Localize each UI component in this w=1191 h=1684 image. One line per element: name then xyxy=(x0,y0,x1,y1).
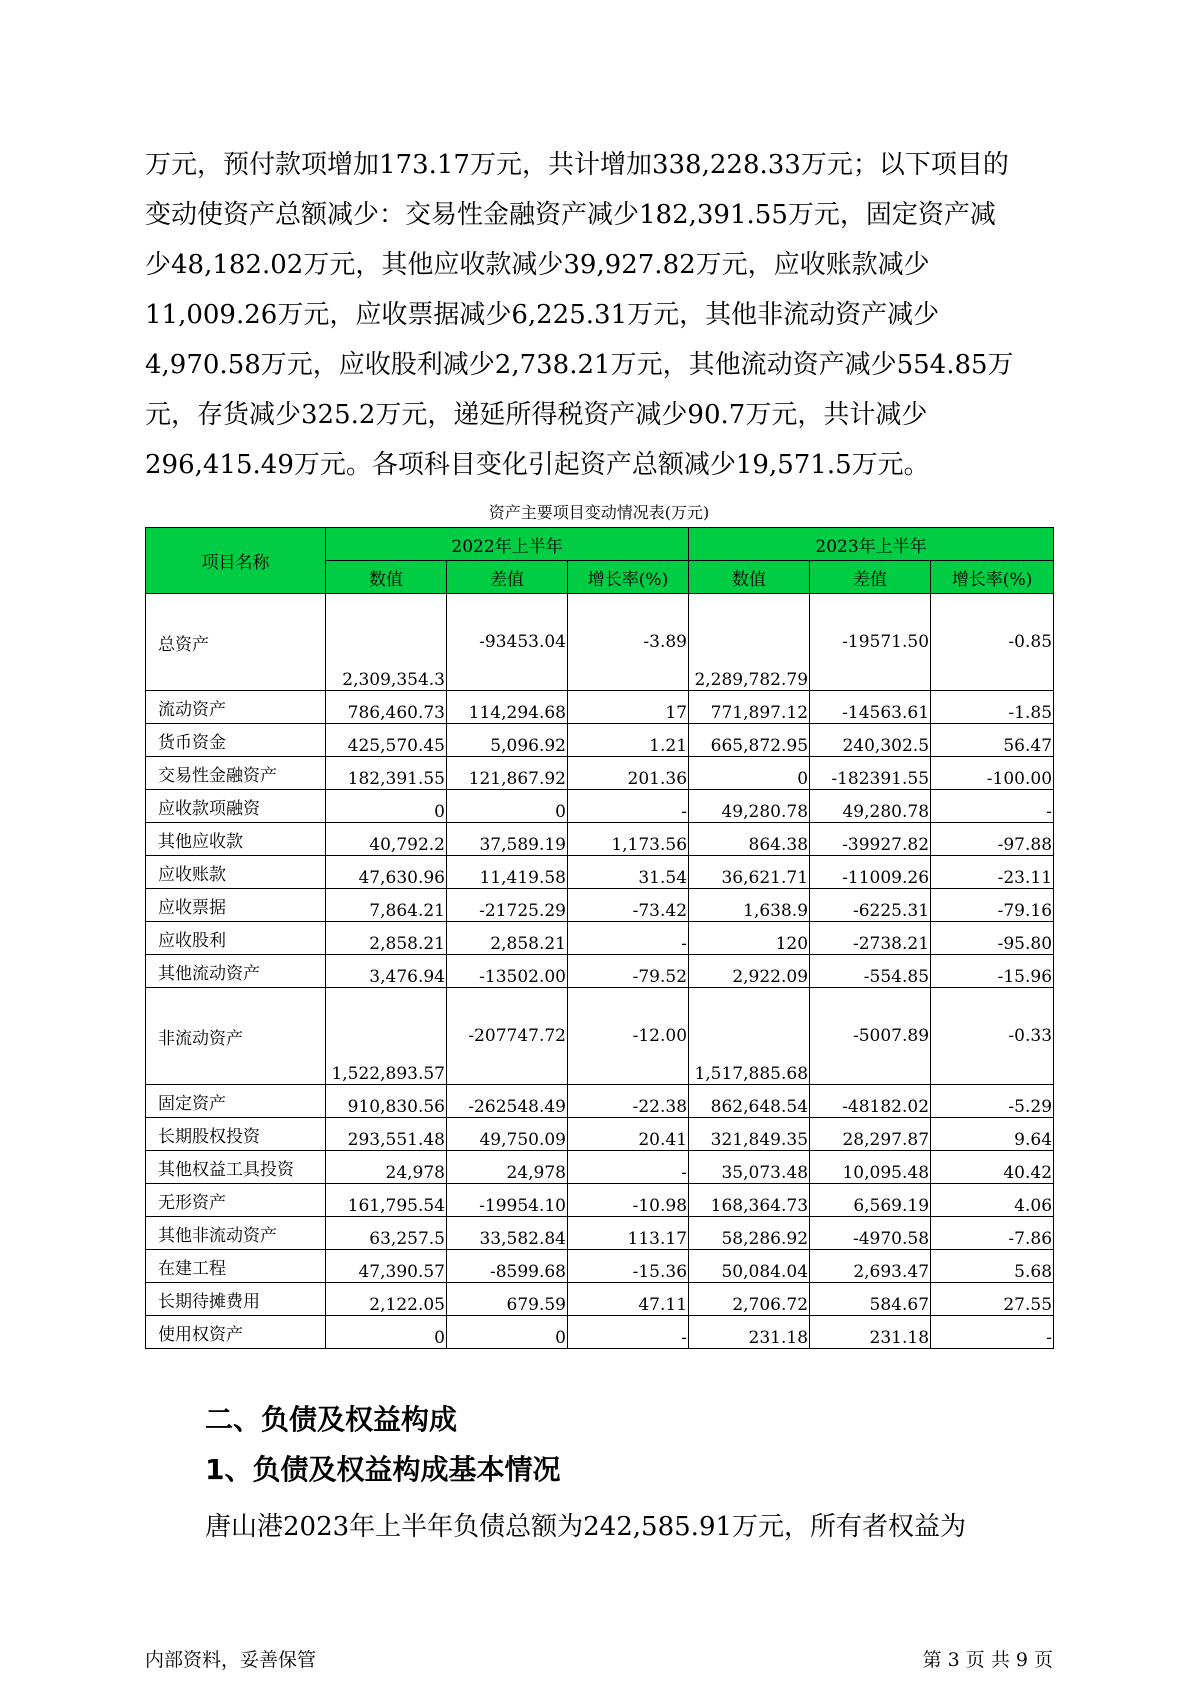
row-cell: 49,750.09 xyxy=(447,1118,568,1151)
footer-left: 内部资料，妥善保管 xyxy=(145,1649,317,1671)
intro-line: 万元，预付款项增加173.17万元，共计增加338,228.33万元；以下项目的 xyxy=(145,150,1009,180)
row-cell: 2,922.09 xyxy=(689,955,810,988)
row-cell: 584.67 xyxy=(810,1283,931,1316)
row-cell: -207747.72 xyxy=(447,988,568,1085)
row-cell: 2,706.72 xyxy=(689,1283,810,1316)
row-cell: -2738.21 xyxy=(810,922,931,955)
row-cell: 231.18 xyxy=(810,1316,931,1349)
row-cell: 11,419.58 xyxy=(447,856,568,889)
row-item-name: 应收票据 xyxy=(146,889,326,922)
row-item-name: 其他非流动资产 xyxy=(146,1217,326,1250)
row-item-name: 货币资金 xyxy=(146,724,326,757)
row-cell: -100.00 xyxy=(931,757,1054,790)
row-item-name: 长期股权投资 xyxy=(146,1118,326,1151)
row-cell: - xyxy=(568,1316,689,1349)
row-cell: 47.11 xyxy=(568,1283,689,1316)
row-cell: 293,551.48 xyxy=(326,1118,447,1151)
row-cell: -5.29 xyxy=(931,1085,1054,1118)
intro-line: 少48,182.02万元，其他应收款减少39,927.82万元，应收账款减少 xyxy=(145,250,930,280)
row-cell: 24,978 xyxy=(447,1151,568,1184)
row-cell: 7,864.21 xyxy=(326,889,447,922)
row-item-name: 其他权益工具投资 xyxy=(146,1151,326,1184)
row-cell: 2,289,782.79 xyxy=(689,594,810,691)
table-row xyxy=(146,1184,1054,1217)
table-row xyxy=(146,1217,1054,1250)
header-difference: 差值 xyxy=(447,561,568,594)
row-cell: 3,476.94 xyxy=(326,955,447,988)
table-row xyxy=(146,1316,1054,1349)
row-item-name: 无形资产 xyxy=(146,1184,326,1217)
row-item-name: 应收股利 xyxy=(146,922,326,955)
row-item-name: 使用权资产 xyxy=(146,1316,326,1349)
header-item-name: 项目名称 xyxy=(146,528,326,594)
subsection-heading: 1、负债及权益构成基本情况 xyxy=(205,1453,561,1486)
row-cell: 425,570.45 xyxy=(326,724,447,757)
row-cell: 0 xyxy=(447,1316,568,1349)
row-cell: 0 xyxy=(689,757,810,790)
row-cell: -73.42 xyxy=(568,889,689,922)
row-cell: 0 xyxy=(447,790,568,823)
row-item-name: 在建工程 xyxy=(146,1250,326,1283)
row-cell: -12.00 xyxy=(568,988,689,1085)
row-cell: 37,589.19 xyxy=(447,823,568,856)
row-cell: 47,630.96 xyxy=(326,856,447,889)
row-cell: 113.17 xyxy=(568,1217,689,1250)
intro-line: 11,009.26万元，应收票据减少6,225.31万元，其他非流动资产减少 xyxy=(145,300,940,330)
row-cell: -262548.49 xyxy=(447,1085,568,1118)
row-cell: 4.06 xyxy=(931,1184,1054,1217)
row-cell: -554.85 xyxy=(810,955,931,988)
row-cell: 56.47 xyxy=(931,724,1054,757)
row-cell: 114,294.68 xyxy=(447,691,568,724)
row-cell: 864.38 xyxy=(689,823,810,856)
row-cell: -39927.82 xyxy=(810,823,931,856)
row-cell: 120 xyxy=(689,922,810,955)
row-cell: 786,460.73 xyxy=(326,691,447,724)
row-cell: - xyxy=(931,1316,1054,1349)
row-item-name: 应收款项融资 xyxy=(146,790,326,823)
row-cell: 27.55 xyxy=(931,1283,1054,1316)
row-item-name: 总资产 xyxy=(146,594,326,691)
row-item-name: 其他应收款 xyxy=(146,823,326,856)
row-cell: -14563.61 xyxy=(810,691,931,724)
header-value: 数值 xyxy=(326,561,447,594)
table-row xyxy=(146,955,1054,988)
header-value: 数值 xyxy=(689,561,810,594)
row-cell: 2,858.21 xyxy=(447,922,568,955)
table-row xyxy=(146,1085,1054,1118)
row-cell: 2,693.47 xyxy=(810,1250,931,1283)
row-cell: 1,173.56 xyxy=(568,823,689,856)
row-cell: -8599.68 xyxy=(447,1250,568,1283)
asset-change-table xyxy=(145,527,1054,1349)
row-cell: 2,858.21 xyxy=(326,922,447,955)
row-cell: -79.16 xyxy=(931,889,1054,922)
intro-paragraph xyxy=(145,140,1045,490)
table-row xyxy=(146,790,1054,823)
row-cell: -48182.02 xyxy=(810,1085,931,1118)
row-cell: 862,648.54 xyxy=(689,1085,810,1118)
row-item-name: 应收账款 xyxy=(146,856,326,889)
header-growth-rate: 增长率(%) xyxy=(931,561,1054,594)
row-cell: 1,517,885.68 xyxy=(689,988,810,1085)
row-cell: 33,582.84 xyxy=(447,1217,568,1250)
row-cell: 201.36 xyxy=(568,757,689,790)
row-cell: -7.86 xyxy=(931,1217,1054,1250)
row-cell: 10,095.48 xyxy=(810,1151,931,1184)
row-cell: -79.52 xyxy=(568,955,689,988)
table-row xyxy=(146,988,1054,1085)
row-cell: 31.54 xyxy=(568,856,689,889)
intro-line: 4,970.58万元，应收股利减少2,738.21万元，其他流动资产减少554.85万 xyxy=(145,350,1014,380)
table-row xyxy=(146,724,1054,757)
section-heading: 二、负债及权益构成 xyxy=(205,1403,458,1436)
row-cell: 1,522,893.57 xyxy=(326,988,447,1085)
row-cell: 0 xyxy=(326,790,447,823)
row-item-name: 长期待摊费用 xyxy=(146,1283,326,1316)
table-caption: 资产主要项目变动情况表(万元) xyxy=(488,503,710,522)
footer-page-number: 第 3 页 共 9 页 xyxy=(922,1649,1053,1671)
row-cell: -23.11 xyxy=(931,856,1054,889)
row-cell: -1.85 xyxy=(931,691,1054,724)
table-row xyxy=(146,1283,1054,1316)
table-row xyxy=(146,1118,1054,1151)
row-cell: -93453.04 xyxy=(447,594,568,691)
row-cell: 58,286.92 xyxy=(689,1217,810,1250)
row-cell: 231.18 xyxy=(689,1316,810,1349)
row-cell: -13502.00 xyxy=(447,955,568,988)
header-period-2023: 2023年上半年 xyxy=(689,528,1054,561)
row-cell: -15.96 xyxy=(931,955,1054,988)
row-cell: -182391.55 xyxy=(810,757,931,790)
row-cell: -4970.58 xyxy=(810,1217,931,1250)
table-row xyxy=(146,823,1054,856)
row-cell: 40,792.2 xyxy=(326,823,447,856)
row-cell: 49,280.78 xyxy=(810,790,931,823)
table-row xyxy=(146,1250,1054,1283)
row-cell: 1,638.9 xyxy=(689,889,810,922)
row-cell: 2,122.05 xyxy=(326,1283,447,1316)
row-cell: -22.38 xyxy=(568,1085,689,1118)
row-cell: 182,391.55 xyxy=(326,757,447,790)
row-cell: 9.64 xyxy=(931,1118,1054,1151)
row-cell: 679.59 xyxy=(447,1283,568,1316)
row-cell: -15.36 xyxy=(568,1250,689,1283)
row-item-name: 非流动资产 xyxy=(146,988,326,1085)
table-row xyxy=(146,922,1054,955)
row-cell: -10.98 xyxy=(568,1184,689,1217)
row-cell: 35,073.48 xyxy=(689,1151,810,1184)
row-cell: 168,364.73 xyxy=(689,1184,810,1217)
row-cell: 50,084.04 xyxy=(689,1250,810,1283)
row-cell: 36,621.71 xyxy=(689,856,810,889)
table-row xyxy=(146,594,1054,691)
row-cell: - xyxy=(568,922,689,955)
row-cell: 47,390.57 xyxy=(326,1250,447,1283)
row-item-name: 其他流动资产 xyxy=(146,955,326,988)
row-cell: - xyxy=(568,1151,689,1184)
table-row xyxy=(146,691,1054,724)
row-item-name: 流动资产 xyxy=(146,691,326,724)
row-cell: -0.85 xyxy=(931,594,1054,691)
row-cell: 771,897.12 xyxy=(689,691,810,724)
header-growth-rate: 增长率(%) xyxy=(568,561,689,594)
row-cell: 321,849.35 xyxy=(689,1118,810,1151)
row-cell: 910,830.56 xyxy=(326,1085,447,1118)
row-cell: -0.33 xyxy=(931,988,1054,1085)
row-cell: - xyxy=(931,790,1054,823)
row-cell: 2,309,354.3 xyxy=(326,594,447,691)
row-cell: 161,795.54 xyxy=(326,1184,447,1217)
row-cell: -19571.50 xyxy=(810,594,931,691)
intro-line: 变动使资产总额减少：交易性金融资产减少182,391.55万元，固定资产减 xyxy=(145,200,996,230)
row-cell: 49,280.78 xyxy=(689,790,810,823)
row-cell: -3.89 xyxy=(568,594,689,691)
row-cell: 665,872.95 xyxy=(689,724,810,757)
row-cell: 5,096.92 xyxy=(447,724,568,757)
table-body xyxy=(146,594,1054,1349)
row-cell: 63,257.5 xyxy=(326,1217,447,1250)
row-cell: 20.41 xyxy=(568,1118,689,1151)
row-cell: 17 xyxy=(568,691,689,724)
row-cell: -97.88 xyxy=(931,823,1054,856)
row-cell: -11009.26 xyxy=(810,856,931,889)
row-cell: 5.68 xyxy=(931,1250,1054,1283)
row-item-name: 固定资产 xyxy=(146,1085,326,1118)
row-cell: -21725.29 xyxy=(447,889,568,922)
row-cell: 121,867.92 xyxy=(447,757,568,790)
row-cell: 240,302.5 xyxy=(810,724,931,757)
row-cell: 0 xyxy=(326,1316,447,1349)
intro-line: 296,415.49万元。各项科目变化引起资产总额减少19,571.5万元。 xyxy=(145,450,930,480)
header-period-2022: 2022年上半年 xyxy=(326,528,689,561)
table-row xyxy=(146,757,1054,790)
intro-line: 元，存货减少325.2万元，递延所得税资产减少90.7万元，共计减少 xyxy=(145,400,928,430)
closing-line: 唐山港2023年上半年负债总额为242,585.91万元，所有者权益为 xyxy=(205,1512,967,1542)
row-cell: 6,569.19 xyxy=(810,1184,931,1217)
row-cell: 28,297.87 xyxy=(810,1118,931,1151)
row-cell: -95.80 xyxy=(931,922,1054,955)
row-cell: 24,978 xyxy=(326,1151,447,1184)
header-difference: 差值 xyxy=(810,561,931,594)
table-row xyxy=(146,1151,1054,1184)
row-cell: -5007.89 xyxy=(810,988,931,1085)
table-row xyxy=(146,856,1054,889)
row-cell: 1.21 xyxy=(568,724,689,757)
row-cell: -6225.31 xyxy=(810,889,931,922)
row-cell: - xyxy=(568,790,689,823)
row-cell: -19954.10 xyxy=(447,1184,568,1217)
row-item-name: 交易性金融资产 xyxy=(146,757,326,790)
table-row xyxy=(146,889,1054,922)
row-cell: 40.42 xyxy=(931,1151,1054,1184)
